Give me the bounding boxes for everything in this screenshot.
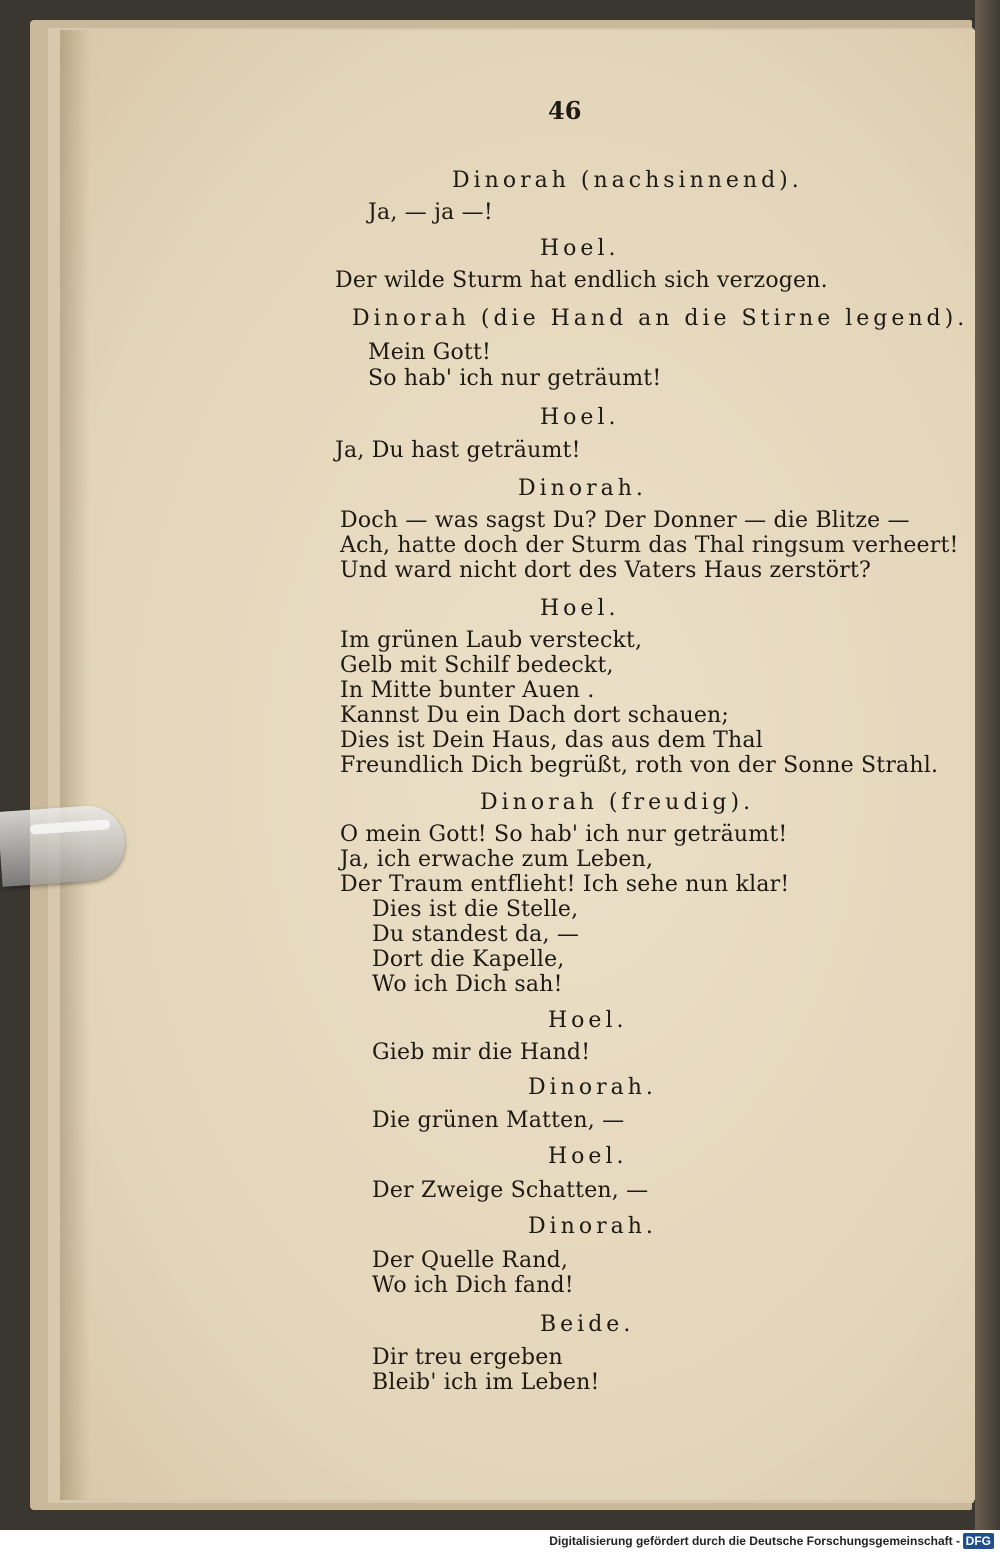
verse-line: In Mitte bunter Auen . [340, 678, 595, 703]
verse-line: Die grünen Matten, — [372, 1108, 625, 1133]
dfg-logo: DFG [963, 1533, 994, 1549]
verse-line: Dies ist Dein Haus, das aus dem Thal [340, 728, 763, 753]
verse-line: Gieb mir die Hand! [372, 1040, 591, 1065]
verse-line: Dies ist die Stelle, [372, 897, 579, 922]
verse-line: Mein Gott! [368, 340, 492, 365]
speaker-heading: Dinorah (die Hand an die Stirne legend). [352, 306, 969, 331]
speaker-heading: Beide. [540, 1312, 635, 1337]
speaker-heading: Dinorah. [528, 1214, 657, 1239]
verse-line: Ja, — ja —! [368, 200, 493, 225]
speaker-heading: Hoel. [540, 596, 620, 621]
verse-line: Ja, Du hast geträumt! [335, 438, 581, 463]
verse-line: Du standest da, — [372, 922, 580, 947]
verse-line: Im grünen Laub versteckt, [340, 628, 643, 653]
verse-line: Kannst Du ein Dach dort schauen; [340, 703, 730, 728]
verse-line: Doch — was sagst Du? Der Donner — die Blitze — [340, 508, 910, 533]
verse-line: Wo ich Dich fand! [372, 1273, 574, 1298]
speaker-heading: Dinorah (nachsinnend). [452, 168, 803, 193]
speaker-heading: Hoel. [548, 1144, 628, 1169]
verse-line: O mein Gott! So hab' ich nur geträumt! [340, 822, 788, 847]
speaker-heading: Dinorah (freudig). [480, 790, 755, 815]
verse-line: Der wilde Sturm hat endlich sich verzogen. [335, 268, 828, 293]
speaker-heading: Dinorah. [518, 476, 647, 501]
gutter-shadow [60, 30, 90, 1500]
page-holder-clip [0, 803, 127, 887]
page-number: 46 [548, 96, 582, 125]
verse-line: Ach, hatte doch der Sturm das Thal ringsum verheert! [340, 533, 959, 558]
verse-line: Der Quelle Rand, [372, 1248, 569, 1273]
speaker-heading: Hoel. [540, 236, 620, 261]
verse-line: So hab' ich nur geträumt! [368, 366, 662, 391]
speaker-heading: Dinorah. [528, 1075, 657, 1100]
verse-line: Gelb mit Schilf bedeckt, [340, 653, 614, 678]
verse-line: Der Traum entflieht! Ich sehe nun klar! [340, 872, 790, 897]
verse-line: Der Zweige Schatten, — [372, 1178, 649, 1203]
funding-credit: Digitalisierung gefördert durch die Deutsche Forschungsgemeinschaft - [549, 1534, 960, 1548]
verse-line: Bleib' ich im Leben! [372, 1370, 600, 1395]
verse-line: Wo ich Dich sah! [372, 972, 563, 997]
verse-line: Ja, ich erwache zum Leben, [340, 847, 654, 872]
speaker-heading: Hoel. [548, 1008, 628, 1033]
verse-line: Dort die Kapelle, [372, 947, 565, 972]
book-spine-edge [975, 0, 1000, 1530]
verse-line: Freundlich Dich begrüßt, roth von der Sonne Strahl. [340, 753, 939, 778]
verse-line: Und ward nicht dort des Vaters Haus zerstört? [340, 558, 871, 583]
speaker-heading: Hoel. [540, 405, 620, 430]
verse-line: Dir treu ergeben [372, 1345, 563, 1370]
